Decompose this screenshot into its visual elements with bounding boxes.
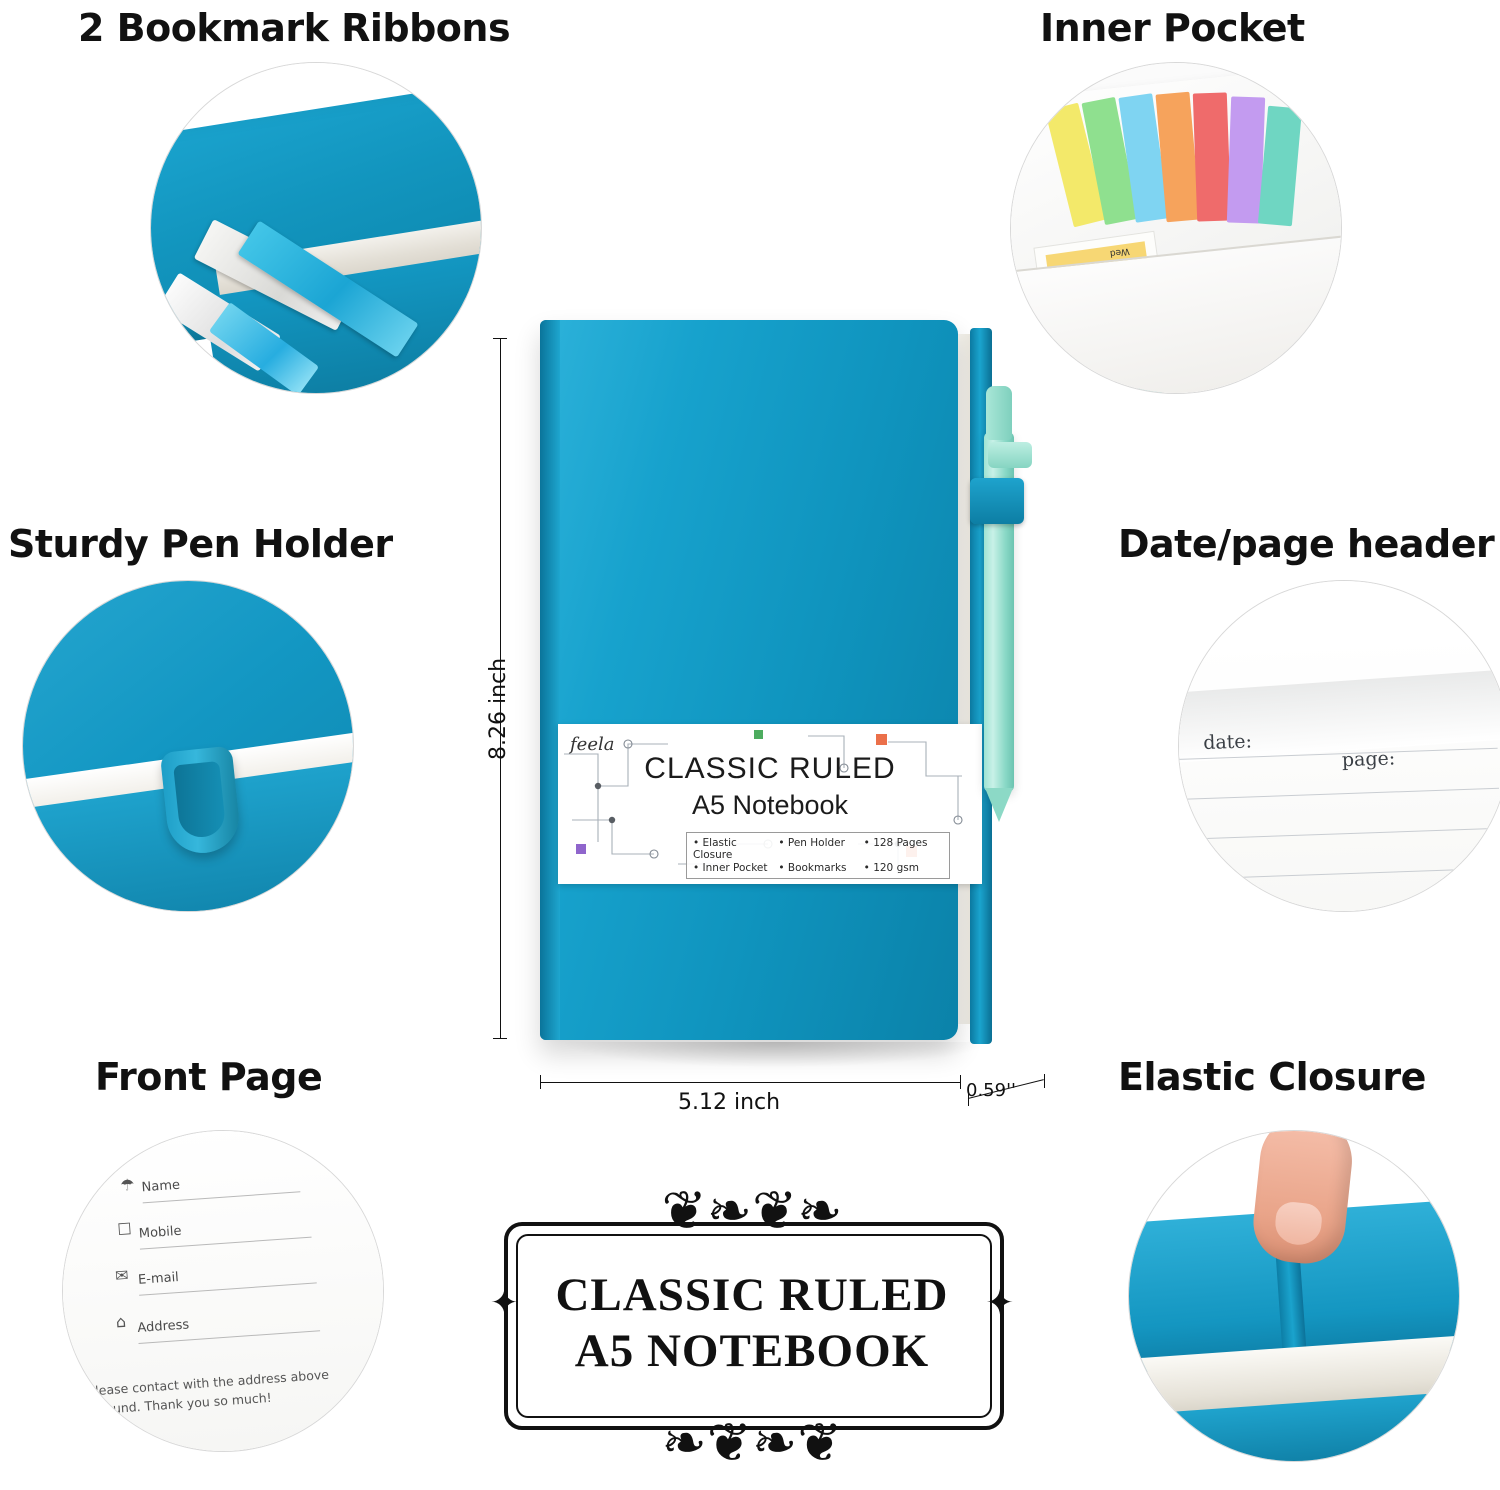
dimension-thickness-label: 0.59'' (966, 1080, 1016, 1101)
pen-holder-loop (970, 478, 1024, 524)
banner-title-line2: A5 NOTEBOOK (574, 1325, 930, 1377)
envelope-icon: ✉ (114, 1265, 130, 1286)
feature-title-front-page: Front Page (95, 1055, 323, 1099)
home-icon: ⌂ (115, 1311, 127, 1332)
fingernail (1273, 1200, 1323, 1247)
brand-logo: feela (570, 734, 615, 755)
ornament-right-icon: ✦ (985, 1283, 1014, 1323)
bottom-banner (484, 1179, 1020, 1474)
feature-120-gsm: • 120 gsm (864, 862, 943, 874)
pen-plunger (986, 386, 1012, 440)
dimension-cap (1044, 1074, 1045, 1088)
rule-line (1179, 788, 1499, 800)
dimension-cap (493, 338, 507, 339)
banner-title-line1: CLASSIC RULED (555, 1269, 949, 1321)
callout-bookmark-ribbons (150, 62, 482, 394)
callout-front-page (62, 1130, 384, 1452)
feature-inner-pocket: • Inner Pocket (693, 862, 772, 874)
drop-shadow (560, 1042, 990, 1068)
callout-date-page-header (1178, 580, 1500, 912)
dimension-cap (540, 1075, 541, 1089)
rule-line (1181, 828, 1500, 840)
front-page-footer-note: Please contact with the address above if found. Thank you so much! (87, 1366, 330, 1418)
feature-title-pen-holder: Sturdy Pen Holder (8, 522, 393, 566)
dimension-width-line (540, 1082, 960, 1083)
index-tab-red (1193, 92, 1231, 221)
front-page-field-mobile: Mobile (138, 1223, 182, 1242)
dimension-height-label: 8.26 inch (486, 657, 511, 760)
product-title-line2: A5 Notebook (691, 790, 849, 820)
notebook-belly-band (558, 724, 982, 884)
dimension-width-label: 5.12 inch (678, 1090, 781, 1115)
product-title-line1: CLASSIC RULED (644, 752, 896, 785)
feature-title-date-page-header: Date/page header (1118, 522, 1495, 566)
page-field-label: page: (1341, 747, 1396, 772)
notebook-front-cover (540, 320, 958, 1040)
person-icon: ☂ (119, 1174, 136, 1195)
rule-line (1182, 868, 1500, 880)
date-field-label: date: (1202, 730, 1253, 755)
callout-pen-holder (22, 580, 354, 912)
ornament-left-icon: ✦ (490, 1283, 519, 1323)
front-page-field-name: Name (141, 1177, 181, 1196)
feature-title-bookmark-ribbons: 2 Bookmark Ribbons (78, 6, 511, 50)
callout-elastic-closure (1128, 1130, 1460, 1462)
pen-clip (988, 442, 1032, 468)
feature-pen-holder: • Pen Holder (778, 837, 857, 861)
front-page-field-address: Address (136, 1317, 190, 1336)
product-feature-list (686, 832, 950, 879)
feature-128-pages: • 128 Pages (864, 837, 943, 861)
dimension-cap (960, 1075, 961, 1089)
ornament-bottom-icon: ❧❦❧❦ (661, 1411, 843, 1474)
callout-inner-pocket (1010, 62, 1342, 394)
ornament-top-icon: ❦❧❦❧ (661, 1179, 843, 1242)
feature-title-elastic-closure: Elastic Closure (1118, 1055, 1426, 1099)
front-page-field-email: E-mail (137, 1270, 180, 1288)
pen-tip (985, 788, 1013, 822)
main-product-photo (540, 320, 1010, 1080)
front-page-sheet (62, 1130, 384, 1452)
feature-title-inner-pocket: Inner Pocket (1040, 6, 1305, 50)
feature-bookmarks: • Bookmarks (778, 862, 857, 874)
ruled-page (1178, 635, 1500, 912)
sticker-label-wed: Wed (1109, 245, 1131, 259)
notebook-spine (540, 320, 560, 1040)
feature-elastic-closure: • Elastic Closure (693, 837, 772, 861)
dimension-cap (493, 1038, 507, 1039)
phone-icon: ☐ (116, 1219, 133, 1240)
